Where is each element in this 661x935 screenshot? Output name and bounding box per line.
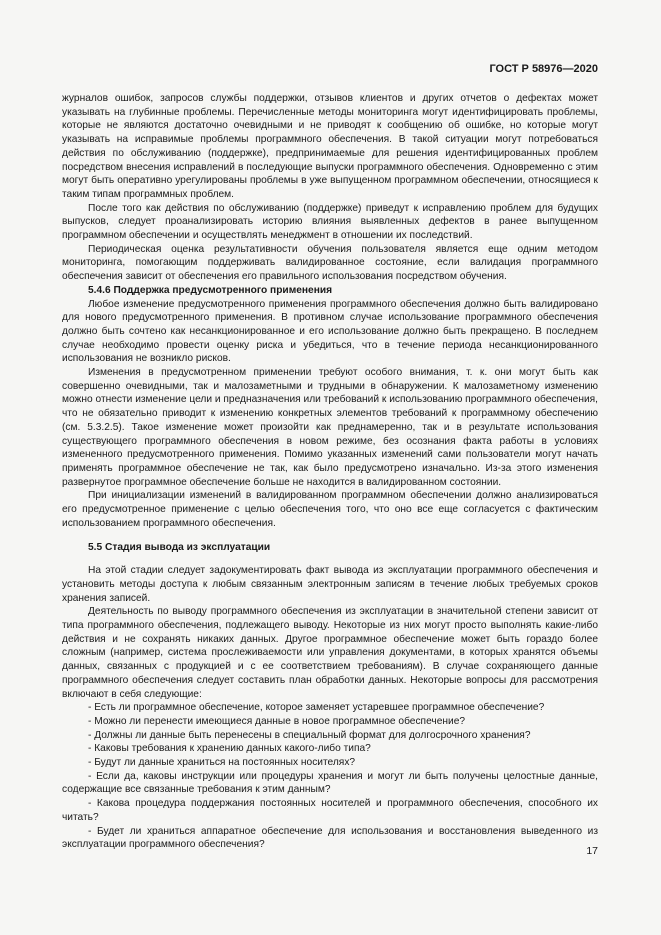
page-number: 17: [586, 845, 598, 857]
list-item: - Если да, каковы инструкции или процедуры хранения и могут ли быть получены целостные данные, содержащие все связанные требования к этим данным?: [62, 770, 598, 796]
document-body: [62, 92, 598, 852]
list-item: - Каковы требования к хранению данных какого-либо типа?: [88, 743, 371, 755]
section-heading-5-4-6: 5.4.6 Поддержка предусмотренного применения: [88, 284, 333, 296]
list-item: - Есть ли программное обеспечение, которое заменяет устаревшее программное обеспечение?: [88, 702, 545, 714]
paragraph: После того как действия по обслуживанию (поддержке) приведут к исправлению проблем для будущих выпусков, следует проанализировать историю влияния выявленных дефектов в ранее выпущенном программном обеспечении и осуществлять менеджмент в отношении их последствий.: [62, 202, 598, 242]
paragraph: Периодическая оценка результативности обучения пользователя является еще одним методом мониторинга, помогающим поддерживать валидированное состояние, если валидация программного обеспечения зависит от обеспечения его правильного использования посредством обучения.: [62, 243, 598, 283]
paragraph: При инициализации изменений в валидированном программном обеспечении должно анализироваться его предусмотренное применение с целью обеспечения того, что оно все еще согласуется с фактическим использованием программного обеспечения.: [62, 490, 598, 529]
paragraph: Деятельность по выводу программного обеспечения из эксплуатации в значительной степени зависит от типа программного обеспечения, подлежащего выводу. Некоторые из них могут просто выполнять какие-либо действия и не сохранять никаких данных. Другое программное обеспечение может быть гораздо более сложным (например, система прослеживаемости или управления документами, в которых хранятся объемы данных, связанных с продукцией и с ее соответствием требованиям). В случае сохраняющего данные программного обеспечения следует составить план обработки данных. Некоторые вопросы для рассмотрения включают в себя следующие:: [62, 606, 598, 700]
paragraph: Любое изменение предусмотренного применения программного обеспечения должно быть валидировано для нового предусмотренного применения. В противном случае использование программного обеспечения должно быть сочтено как несанкционированное и его использование должно быть прекращено. В последнем случае необходимо провести оценку риска и убедиться, что в течение периода несанкционированного использования не возникло рисков.: [62, 298, 598, 365]
paragraph: журналов ошибок, запросов службы поддержки, отзывов клиентов и других отчетов о дефектах может указывать на глубинные проблемы. Перечисленные методы мониторинга могут идентифицировать проблемы, которые не являются достаточно очевидными и не приводят к сообщению об ошибке, но которые могут указывать на исправимые проблемы программного обеспечения. В такой ситуации могут потребоваться действия по обслуживанию (поддержке), предпринимаемые для решения идентифицированных проблем посредством внесения исправлений в последующие выпуски программного обеспечения. Одновременно с этим могут быть оперативно урегулированы проблемы в уже выпущенном программном обеспечении, относящиеся к таким типам программных проблем.: [62, 93, 598, 200]
paragraph: Изменения в предусмотренном применении требуют особого внимания, т. к. они могут быть как совершенно очевидными, так и малозаметными и трудными в обнаружении. К малозаметному изменению можно отнести изменение цели и предназначения или требований к использованию программного обеспечения, что не обязательно приводит к изменению конкретных элементов требований к программному обеспечению (см. 5.3.2.5). Такое изменение может произойти как преднамеренно, так и в результате использования существующего программного обеспечения в новом режиме, без осознания факта работы в условиях измененного предусмотренного применения. Помимо указанных изменений сами пользователи могут начать применять программное обеспечение не так, как было предусмотрено изначально. Из-за этого изменения развернутое программное обеспечение больше не находится в валидированном состоянии.: [62, 367, 598, 488]
list-item: - Какова процедура поддержания постоянных носителей и программного обеспечения, способного их читать?: [62, 798, 598, 823]
document-code: ГОСТ Р 58976—2020: [489, 63, 598, 75]
list-item: - Должны ли данные быть перенесены в специальный формат для долгосрочного хранения?: [88, 729, 531, 741]
paragraph: На этой стадии следует задокументировать факт вывода из эксплуатации программного обеспечения и установить методы доступа к любым связанным электронным записям в течение любых требуемых сроков хранения записей.: [62, 565, 598, 604]
list-item: - Будут ли данные храниться на постоянных носителях?: [88, 757, 356, 769]
list-item: - Будет ли храниться аппаратное обеспечение для использования и восстановления выведенного из эксплуатации программного обеспечения?: [62, 825, 598, 851]
section-heading-5-5: 5.5 Стадия вывода из эксплуатации: [88, 541, 271, 553]
list-item: - Можно ли перенести имеющиеся данные в новое программное обеспечение?: [88, 715, 466, 727]
